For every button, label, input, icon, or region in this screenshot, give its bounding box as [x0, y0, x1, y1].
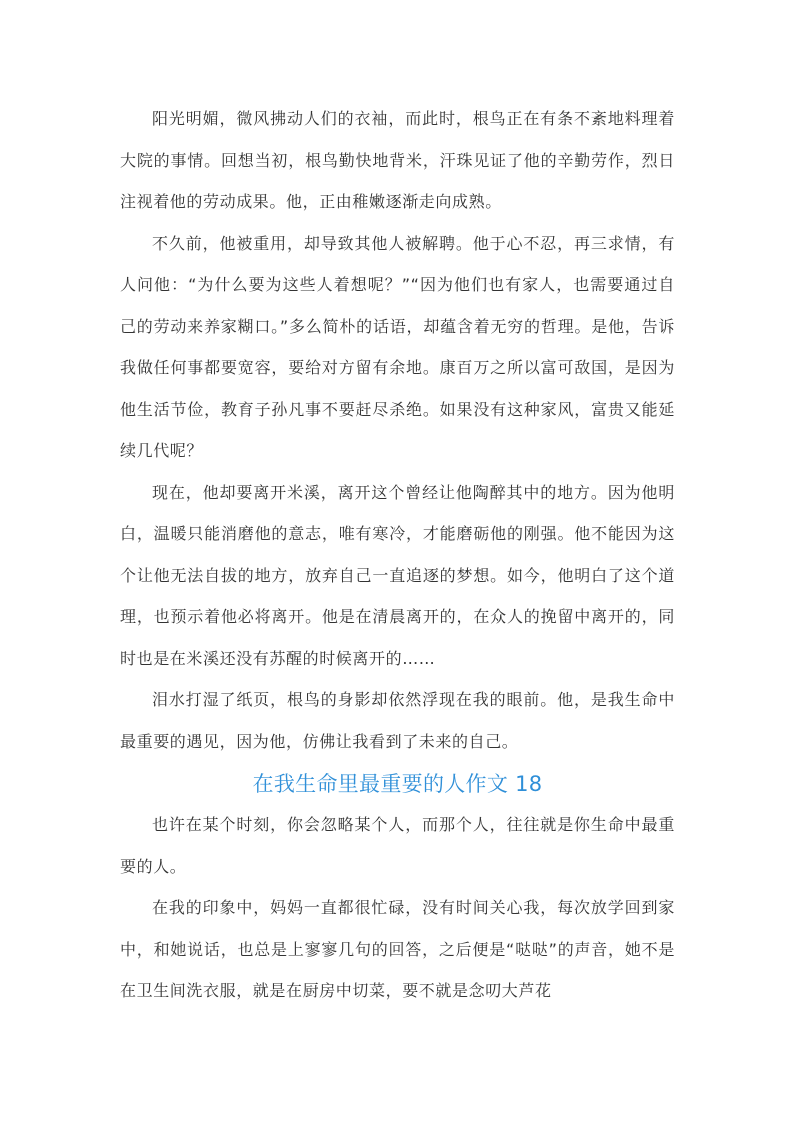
- paragraph: 在我的印象中，妈妈一直都很忙碌，没有时间关心我，每次放学回到家中，和她说话，也总是上寥寥几句的回答，之后便是“哒哒”的声音，她不是在卫生间洗衣服，就是在厨房中切菜，要不就是念叨大芦花: [120, 898, 675, 1000]
- paragraph: 阳光明媚，微风拂动人们的衣袖，而此时，根鸟正在有条不紊地料理着大院的事情。回想当初，根鸟勤快地背米，汗珠见证了他的辛勤劳作，烈日注视着他的劳动成果。他，正由稚嫩逐渐走向成熟。: [120, 109, 675, 211]
- paragraph: 不久前，他被重用，却导致其他人被解聘。他于心不忍，再三求情，有人问他：“为什么要为这些人着想呢？”“因为他们也有家人，也需要通过自己的劳动来养家糊口。”多么简朴的话语，却蕴含着无穷的哲理。是他，告诉我做任何事都要宽容，要给对方留有余地。康百万之所以富可敌国，是因为他生活节俭，教育子孙凡事不要赶尽杀绝。如果没有这种家风，富贵又能延续几代呢？: [120, 233, 675, 460]
- document-body: [120, 98, 675, 1012]
- paragraph: 也许在某个时刻，你会忽略某个人，而那个人，往往就是你生命中最重要的人。: [120, 815, 675, 876]
- paragraph: 现在，他却要离开米溪，离开这个曾经让他陶醉其中的地方。因为他明白，温暖只能消磨他的意志，唯有寒冷，才能磨砺他的刚强。他不能因为这个让他无法自拔的地方，放弃自己一直追逐的梦想。如今，他明白了这个道理，也预示着他必将离开。他是在清晨离开的，在众人的挽留中离开的，同时也是在米溪还没有苏醒的时候离开的……: [120, 482, 675, 668]
- section-heading: 在我生命里最重要的人作文 18: [252, 772, 543, 796]
- paragraph: 泪水打湿了纸页，根鸟的身影却依然浮现在我的眼前。他，是我生命中最重要的遇见，因为他，仿佛让我看到了未来的自己。: [120, 690, 675, 751]
